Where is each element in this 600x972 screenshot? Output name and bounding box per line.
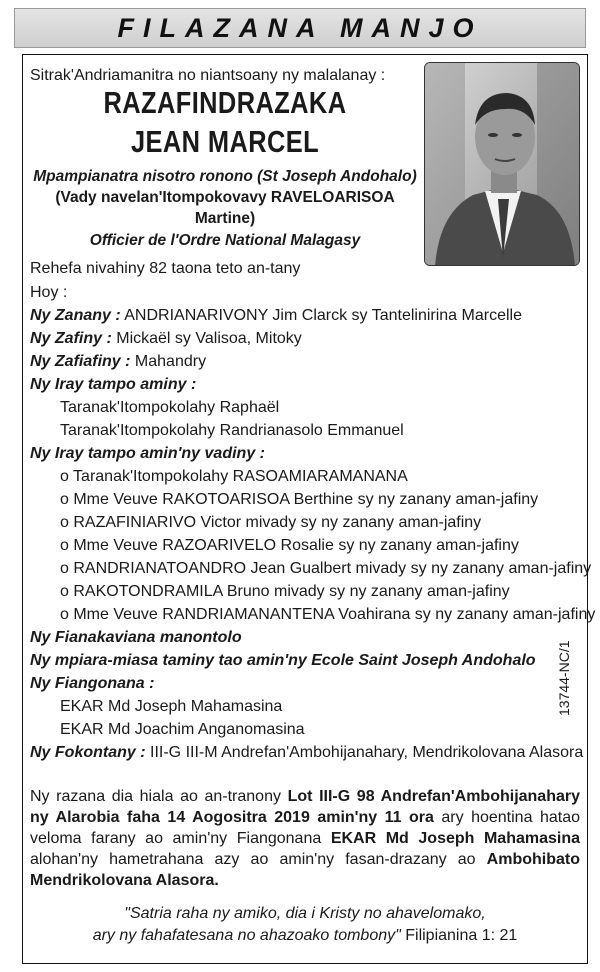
siblings-label: Ny Iray tampo aminy : bbox=[30, 376, 197, 393]
funeral-burial-place: Ambohibato Mendrikolovana Alasora. bbox=[30, 851, 580, 889]
funeral-text-2: ary hoentina hatao veloma farany ao amin'ny Fiangonana bbox=[30, 809, 580, 847]
spouse-line-1: (Vady navelan'Itompokovavy RAVELOARISOA bbox=[55, 189, 395, 206]
notice-header bbox=[14, 8, 586, 48]
quote-line-2-text: ary ny fahafatesana no ahazoako tombony" bbox=[92, 927, 401, 944]
church-label: Ny Fiangonana : bbox=[30, 675, 155, 692]
relatives-line: Ny Fianakaviana manontolo bbox=[30, 629, 242, 646]
fokontany-value: III-G III-M Andrefan'Ambohijanahary, Mendrikolovana Alasora bbox=[150, 744, 584, 761]
grandchildren-value: Mickaël sy Valisoa, Mitoky bbox=[116, 330, 302, 347]
children-label: Ny Zanany : bbox=[30, 307, 121, 324]
quote-line-2 bbox=[22, 926, 588, 946]
in-law-item: o Mme Veuve RAKOTOARISOA Berthine sy ny zanany aman-jafiny bbox=[60, 491, 539, 508]
sibling-item: Taranak'Itompokolahy Raphaël bbox=[60, 399, 280, 416]
age-text: Rehefa nivahiny 82 taona teto an-tany bbox=[30, 260, 301, 277]
honour-line: Officier de l'Ordre National Malagasy bbox=[89, 232, 361, 249]
funeral-paragraph bbox=[30, 786, 580, 891]
funeral-church: EKAR Md Joseph Mahamasina bbox=[330, 830, 581, 847]
spouse-line-2: Martine) bbox=[194, 210, 256, 227]
colleagues-line: Ny mpiara-miasa taminy tao amin'ny Ecole Saint Joseph Andohalo bbox=[30, 652, 536, 669]
portrait-image bbox=[425, 63, 580, 266]
profession-line: Mpampianatra nisotro ronono (St Joseph Andohalo) bbox=[33, 168, 417, 185]
in-laws-label: Ny Iray tampo amin'ny vadiny : bbox=[30, 445, 265, 462]
fokontany-label: Ny Fokontany : bbox=[30, 744, 146, 761]
header-title: FILAZANA MANJO bbox=[117, 13, 483, 43]
in-law-item: o RAZAFINIARIVO Victor mivady sy ny zanany aman-jafiny bbox=[60, 514, 482, 531]
church-item: EKAR Md Joachim Anganomasina bbox=[60, 721, 305, 738]
funeral-text-3: alohan'ny hametrahana azy ao amin'ny fasan-drazany ao bbox=[30, 851, 487, 868]
in-law-item: o RAKOTONDRAMILA Bruno mivady sy ny zanany aman-jafiny bbox=[60, 583, 510, 600]
portrait-photo bbox=[424, 62, 580, 266]
quote-reference: Filipianina 1: 21 bbox=[400, 927, 518, 944]
reference-code: 13744-NC/1 bbox=[556, 640, 572, 716]
great-grandchildren-value: Mahandry bbox=[134, 353, 207, 370]
church-item: EKAR Md Joseph Mahamasina bbox=[60, 698, 283, 715]
deceased-name-line2: JEAN MARCEL bbox=[130, 124, 320, 159]
children-value: ANDRIANARIVONY Jim Clarck sy Tantelinirina Marcelle bbox=[124, 307, 522, 324]
grandchildren-row bbox=[30, 329, 302, 349]
sibling-item: Taranak'Itompokolahy Randrianasolo Emmanuel bbox=[60, 422, 404, 439]
in-law-item: o RANDRIANATOANDRO Jean Gualbert mivady sy ny zanany aman-jafiny bbox=[60, 560, 592, 577]
in-law-item: o Mme Veuve RAZOARIVELO Rosalie sy ny zanany aman-jafiny bbox=[60, 537, 519, 554]
in-law-item: o Taranak'Itompokolahy RASOAMIARAMANANA bbox=[60, 468, 408, 485]
quote-line-1: "Satria raha ny amiko, dia i Kristy no ahavelomako, bbox=[124, 905, 486, 922]
grandchildren-label: Ny Zafiny : bbox=[30, 330, 112, 347]
fokontany-row bbox=[30, 743, 583, 763]
children-row bbox=[30, 306, 522, 326]
great-grandchildren-row bbox=[30, 352, 206, 372]
funeral-text-1: Ny razana dia hiala ao an-tranony bbox=[30, 788, 288, 805]
great-grandchildren-label: Ny Zafiafiny : bbox=[30, 353, 131, 370]
in-law-item: o Mme Veuve RANDRIAMANANTENA Voahirana sy ny zanany aman-jafiny bbox=[60, 606, 596, 623]
deceased-name-line1: RAZAFINDRAZAKA bbox=[103, 85, 347, 120]
hoy-text: Hoy : bbox=[30, 284, 68, 301]
funeral-location-time: Lot III-G 98 Andrefan'Ambohijanahary ny Alarobia faha 14 Aogositra 2019 amin'ny 11 ora bbox=[30, 788, 581, 826]
intro-text: Sitrak'Andriamanitra no niantsoany ny malalanay : bbox=[30, 67, 386, 84]
